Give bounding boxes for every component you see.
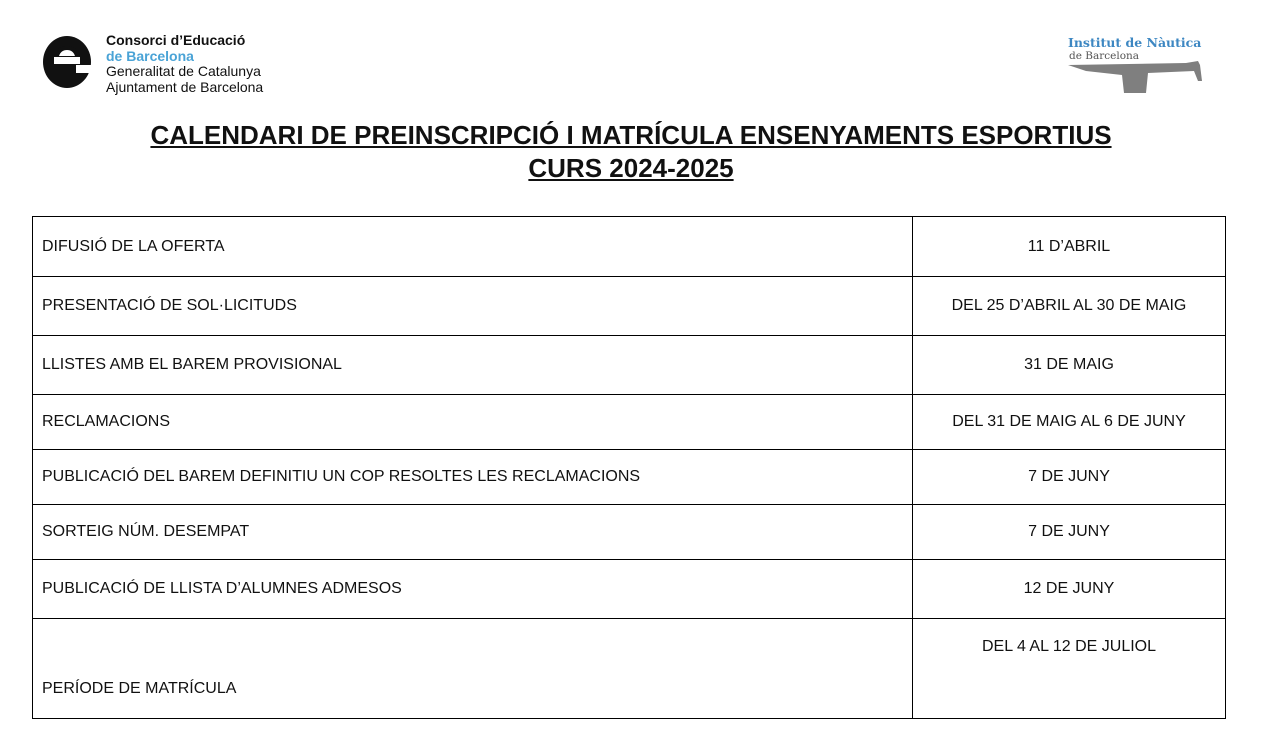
page-title: CALENDARI DE PREINSCRIPCIÓ I MATRÍCULA ENSENYAMENTS ESPORTIUS bbox=[150, 120, 1112, 150]
logo-line-3: Generalitat de Catalunya bbox=[106, 63, 261, 79]
date-cell: 7 DE JUNY bbox=[913, 505, 1226, 560]
institut-nautica-logo bbox=[1066, 33, 1216, 97]
table-row bbox=[33, 450, 1226, 505]
logo-line-2: de Barcelona bbox=[106, 47, 194, 64]
activity-cell: RECLAMACIONS bbox=[33, 395, 913, 450]
activity-cell: PRESENTACIÓ DE SOL·LICITUDS bbox=[33, 277, 913, 336]
institut-logo-line-1: Institut de Nàutica bbox=[1068, 35, 1202, 50]
consorci-logo bbox=[40, 32, 280, 102]
date-cell: 12 DE JUNY bbox=[913, 560, 1226, 619]
table-row bbox=[33, 336, 1226, 395]
table-row bbox=[33, 619, 1226, 719]
activity-cell: PUBLICACIÓ DE LLISTA D’ALUMNES ADMESOS bbox=[33, 560, 913, 619]
date-cell: DEL 31 DE MAIG AL 6 DE JUNY bbox=[913, 395, 1226, 450]
boat-hull-icon bbox=[1066, 59, 1206, 95]
date-cell: 11 D’ABRIL bbox=[913, 217, 1226, 277]
logo-line-4: Ajuntament de Barcelona bbox=[106, 78, 264, 95]
date-cell: DEL 25 D’ABRIL AL 30 DE MAIG bbox=[913, 277, 1226, 336]
date-cell: DEL 4 AL 12 DE JULIOL bbox=[913, 619, 1226, 719]
table-row bbox=[33, 217, 1226, 277]
table-row bbox=[33, 395, 1226, 450]
table-row bbox=[33, 277, 1226, 336]
consorci-logo-text bbox=[106, 33, 263, 95]
e-logo-icon bbox=[40, 32, 96, 92]
activity-cell: LLISTES AMB EL BAREM PROVISIONAL bbox=[33, 336, 913, 395]
calendar-table bbox=[32, 216, 1226, 719]
logo-line-1: Consorci d’Educació bbox=[106, 32, 246, 48]
activity-cell: PUBLICACIÓ DEL BAREM DEFINITIU UN COP RESOLTES LES RECLAMACIONS bbox=[33, 450, 913, 505]
activity-cell: SORTEIG NÚM. DESEMPAT bbox=[33, 505, 913, 560]
date-cell: 31 DE MAIG bbox=[913, 336, 1226, 395]
date-cell: 7 DE JUNY bbox=[913, 450, 1226, 505]
activity-cell: PERÍODE DE MATRÍCULA bbox=[33, 619, 913, 719]
institut-logo-line-2: de Barcelona bbox=[1069, 50, 1140, 62]
page-subtitle: CURS 2024-2025 bbox=[528, 153, 734, 183]
table-row bbox=[33, 505, 1226, 560]
table-row bbox=[33, 560, 1226, 619]
activity-cell: DIFUSIÓ DE LA OFERTA bbox=[33, 217, 913, 277]
